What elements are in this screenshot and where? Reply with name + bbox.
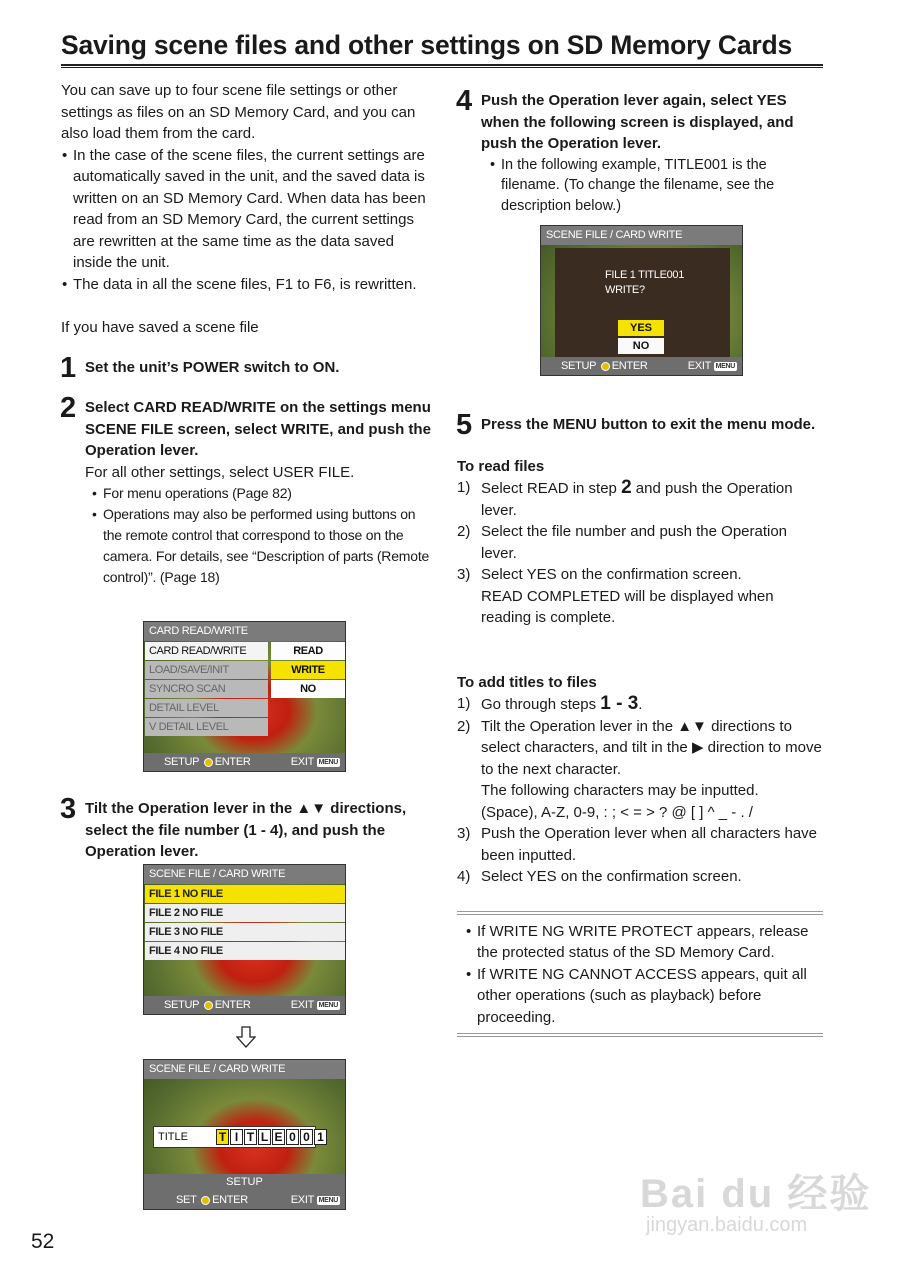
footer-setup: SETUP — [164, 999, 199, 1011]
footer-exit: EXIT — [290, 1194, 314, 1206]
no-button[interactable]: NO — [618, 338, 664, 354]
step-text: Press the MENU button to exit the menu mode. — [481, 416, 816, 433]
step-2-details — [61, 462, 431, 589]
step-text: Set the unit’s POWER switch to ON. — [85, 358, 340, 376]
title-field[interactable] — [153, 1126, 324, 1148]
read-step-text: Select YES on the confirmation screen. — [481, 566, 742, 583]
step-text: Tilt the Operation lever in the ▲▼ directions, select the file number (1 - 4), and push the Operation lever. — [85, 800, 407, 860]
sub-bullet: • For menu operations (Page 82) — [91, 483, 431, 504]
footer-exit: EXIT — [687, 360, 711, 372]
title-step-text: . — [638, 696, 643, 713]
yes-button[interactable]: YES — [618, 320, 664, 336]
file-row[interactable]: FILE 2 NO FILE — [145, 904, 345, 922]
read-step-text: and push the Operation lever. — [481, 480, 793, 519]
title-char[interactable]: L — [258, 1129, 271, 1145]
read-files-heading: To read files — [457, 457, 545, 475]
footer-exit: EXIT — [290, 999, 314, 1011]
option-no[interactable]: NO — [271, 680, 345, 698]
watermark-logo: Bai du 经验 — [640, 1172, 872, 1216]
read-step — [457, 564, 823, 629]
confirm-dialog — [555, 248, 730, 358]
menu-item[interactable]: V DETAIL LEVEL — [145, 718, 268, 736]
file-row[interactable]: FILE 4 NO FILE — [145, 942, 345, 960]
step-text: Push the Operation lever again, select YES when the following screen is displayed, and push the Operation lever. — [481, 92, 794, 152]
option-write[interactable]: WRITE — [271, 661, 345, 679]
title-char[interactable]: I — [230, 1129, 243, 1145]
read-step-text: Select READ in step — [481, 480, 622, 497]
intro-bullet: • In the case of the scene files, the current settings are automatically saved in the unit, and the saved data is written on an SD Memory Card. When data has been read from an SD Memory Card, the current settings are rewritten at the same time as the data saved inside the unit. — [61, 145, 431, 274]
right-column-top — [456, 85, 823, 216]
watermark-url: jingyan.baidu.com — [646, 1214, 808, 1236]
read-step-text: READ COMPLETED will be displayed when reading is complete. — [481, 587, 774, 626]
read-step — [457, 521, 823, 564]
title-step-number: 1) — [457, 695, 471, 712]
title-step-text: Select YES on the confirmation screen. — [481, 868, 742, 885]
joystick-icon — [204, 1001, 213, 1010]
read-step-number: 3) — [457, 566, 471, 583]
menu-button-icon: MENU — [318, 758, 338, 766]
page-number: 52 — [31, 1230, 55, 1253]
footer-set: SET — [176, 1194, 197, 1206]
step-number: 2 — [60, 392, 77, 424]
dialog-line-2: WRITE? — [605, 284, 645, 296]
title-label: TITLE — [158, 1131, 188, 1143]
step-5 — [456, 409, 823, 441]
notes-bottom-rule — [457, 1033, 823, 1037]
step-4-bullet: • In the following example, TITLE001 is the filename. (To change the filename, see the description below.) — [489, 155, 823, 217]
title-char[interactable]: 1 — [314, 1129, 327, 1145]
read-step-number: 2) — [457, 523, 471, 540]
title-step — [457, 693, 823, 716]
step-2 — [60, 392, 431, 462]
read-step — [457, 477, 823, 521]
title-char[interactable]: T — [216, 1129, 229, 1145]
step-3-block — [60, 793, 431, 863]
step-text: Select CARD READ/WRITE on the settings menu SCENE FILE screen, select WRITE, and push the Operation lever. — [85, 399, 431, 459]
title-step — [457, 716, 823, 824]
step-3 — [60, 793, 431, 863]
title-step-text: (Space), A-Z, 0-9, : ; < = > ? @ [ ] ^ _ - . / — [481, 803, 753, 821]
file-row[interactable]: FILE 1 NO FILE — [145, 885, 345, 903]
option-read[interactable]: READ — [271, 642, 345, 660]
footer-exit: EXIT — [290, 756, 314, 768]
step-number: 4 — [456, 85, 473, 117]
step-number: 3 — [60, 793, 77, 825]
title-step-text: Push the Operation lever when all characters have been inputted. — [481, 825, 818, 864]
step-note: For all other settings, select USER FILE. — [85, 463, 355, 481]
footer-enter: ENTER — [611, 360, 648, 372]
screen-footer — [541, 357, 742, 375]
note-bullet: • If WRITE NG WRITE PROTECT appears, release the protected status of the SD Memory Card. — [465, 921, 823, 964]
dialog-line-1: FILE 1 TITLE001 — [605, 269, 685, 281]
step-ref-number: 2 — [621, 477, 632, 498]
title-step-text: Go through steps — [481, 696, 601, 713]
screen-title-entry — [143, 1059, 346, 1210]
right-column-bottom — [456, 409, 823, 1037]
down-arrow-icon — [236, 1026, 256, 1048]
notes-box — [457, 915, 823, 1034]
title-characters[interactable] — [216, 1129, 328, 1145]
intro-bullet: • The data in all the scene files, F1 to F6, is rewritten. — [61, 274, 431, 296]
menu-item[interactable]: CARD READ/WRITE — [145, 642, 268, 660]
screen-header: SCENE FILE / CARD WRITE — [144, 1060, 345, 1079]
title-step-number: 4) — [457, 868, 471, 885]
step-1 — [60, 351, 431, 384]
joystick-icon — [601, 362, 610, 371]
screen-header: SCENE FILE / CARD WRITE — [144, 865, 345, 884]
add-titles-heading: To add titles to files — [457, 673, 597, 691]
step-ref-number: 1 - 3 — [600, 693, 639, 714]
menu-button-icon: MENU — [715, 362, 735, 370]
note-bullet: • If WRITE NG CANNOT ACCESS appears, quit all other operations (such as playback) before proceeding. — [465, 964, 823, 1029]
page-title: Saving scene files and other settings on SD Memory Cards — [61, 30, 792, 60]
menu-item[interactable]: LOAD/SAVE/INIT — [145, 661, 268, 679]
title-rule — [61, 64, 823, 68]
read-step-number: 1) — [457, 479, 471, 496]
menu-button-icon: MENU — [318, 1001, 338, 1009]
intro-paragraph: You can save up to four scene file settings or other settings as files on an SD Memory Card, and you can also load them from the card. — [61, 82, 416, 142]
footer-setup: SETUP — [164, 756, 199, 768]
menu-item[interactable]: SYNCRO SCAN — [145, 680, 268, 698]
screen-footer — [144, 753, 345, 771]
title-step-number: 2) — [457, 717, 471, 735]
title-char[interactable]: E — [272, 1129, 285, 1145]
footer-enter: ENTER — [214, 999, 251, 1011]
screen-footer — [144, 1191, 345, 1209]
screen-footer — [144, 996, 345, 1014]
footer-setup-row: SETUP — [144, 1174, 345, 1191]
screen-write-confirm — [540, 225, 743, 376]
file-row[interactable]: FILE 3 NO FILE — [145, 923, 345, 941]
sub-bullet: • Operations may also be performed using buttons on the remote control that correspond to those on the camera. For details, see “Description of parts (Remote control)”. (Page 18) — [91, 504, 431, 588]
title-step — [457, 823, 823, 866]
screen-file-list — [143, 864, 346, 1015]
footer-enter: ENTER — [212, 1194, 248, 1206]
left-column — [61, 80, 431, 588]
menu-item[interactable]: DETAIL LEVEL — [145, 699, 268, 717]
title-char[interactable]: T — [244, 1129, 257, 1145]
step-number: 5 — [456, 409, 473, 441]
title-step — [457, 866, 823, 888]
step-number: 1 — [60, 351, 77, 384]
footer-setup: SETUP — [561, 360, 596, 372]
joystick-icon — [204, 758, 213, 767]
step-4 — [456, 85, 823, 155]
title-char[interactable]: 0 — [300, 1129, 313, 1145]
footer-enter: ENTER — [214, 756, 251, 768]
title-step-text: Tilt the Operation lever in the ▲▼ directions to select characters, and tilt in the ▶ direction to move to the next character. — [481, 717, 822, 778]
title-step-number: 3) — [457, 825, 471, 842]
screen-card-read-write — [143, 621, 346, 772]
read-step-text: Select the file number and push the Operation lever. — [481, 523, 788, 562]
if-saved-text: If you have saved a scene file — [61, 319, 259, 336]
screen-header: SCENE FILE / CARD WRITE — [541, 226, 742, 245]
menu-button-icon: MENU — [318, 1196, 338, 1204]
joystick-icon — [201, 1196, 210, 1205]
title-step-text: The following characters may be inputted. — [481, 782, 759, 799]
title-char[interactable]: 0 — [286, 1129, 299, 1145]
screen-header: CARD READ/WRITE — [144, 622, 345, 641]
